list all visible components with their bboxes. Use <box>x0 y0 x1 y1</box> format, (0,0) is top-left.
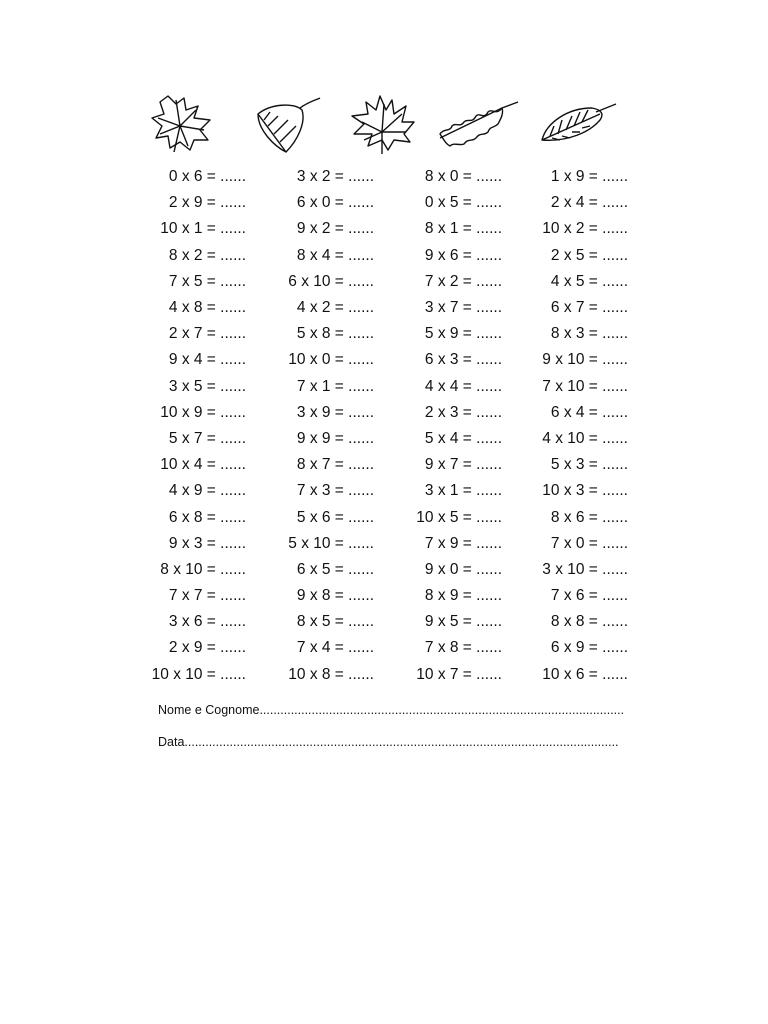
exercise-row <box>256 216 374 242</box>
exercise-row <box>384 531 502 557</box>
exercise-text: 9 x 8 = ...... <box>296 587 374 605</box>
exercise-row <box>510 583 628 609</box>
exercise-row <box>384 190 502 216</box>
date-label: Data............................................................................................................................. <box>158 735 619 749</box>
exercise-text: 1 x 9 = ...... <box>550 168 628 186</box>
exercise-row <box>256 295 374 321</box>
exercise-text: 6 x 0 = ...... <box>296 194 374 212</box>
exercise-row <box>510 190 628 216</box>
exercise-text: 6 x 3 = ...... <box>424 351 502 369</box>
exercise-text: 3 x 9 = ...... <box>296 403 374 421</box>
exercise-text: 8 x 2 = ...... <box>168 246 246 264</box>
exercise-row <box>510 374 628 400</box>
exercise-text: 6 x 8 = ...... <box>168 508 246 526</box>
exercise-row <box>510 347 628 373</box>
exercise-text: 7 x 8 = ...... <box>424 639 502 657</box>
exercise-text: 3 x 5 = ...... <box>168 377 246 395</box>
exercise-row <box>510 295 628 321</box>
fig-leaf-icon <box>146 90 232 156</box>
exercise-text: 4 x 2 = ...... <box>296 299 374 317</box>
exercise-text: 0 x 6 = ...... <box>168 168 246 186</box>
exercise-row <box>384 164 502 190</box>
exercise-text: 10 x 9 = ...... <box>160 403 246 421</box>
exercise-row <box>384 609 502 635</box>
exercise-row <box>384 557 502 583</box>
exercise-row <box>256 662 374 688</box>
exercise-row <box>384 635 502 661</box>
exercise-text: 10 x 0 = ...... <box>288 351 374 369</box>
exercise-text: 7 x 1 = ...... <box>296 377 374 395</box>
exercise-row <box>256 531 374 557</box>
exercise-row <box>256 164 374 190</box>
exercise-row <box>256 504 374 530</box>
exercise-row <box>128 662 246 688</box>
exercise-row <box>256 557 374 583</box>
exercise-row <box>510 216 628 242</box>
exercise-column-1 <box>128 164 246 688</box>
exercise-row <box>128 635 246 661</box>
exercise-text: 4 x 8 = ...... <box>168 299 246 317</box>
exercise-row <box>256 321 374 347</box>
exercise-text: 9 x 4 = ...... <box>168 351 246 369</box>
exercise-row <box>256 243 374 269</box>
exercise-row <box>510 452 628 478</box>
exercise-row <box>384 504 502 530</box>
exercise-row <box>384 243 502 269</box>
exercise-text: 8 x 5 = ...... <box>296 613 374 631</box>
exercise-column-4 <box>510 164 628 688</box>
exercise-text: 2 x 5 = ...... <box>550 246 628 264</box>
exercise-text: 8 x 7 = ...... <box>296 456 374 474</box>
exercise-text: 10 x 6 = ...... <box>542 665 628 683</box>
exercise-row <box>256 635 374 661</box>
exercise-row <box>256 190 374 216</box>
exercise-row <box>510 269 628 295</box>
exercise-text: 4 x 5 = ...... <box>550 272 628 290</box>
exercise-text: 7 x 2 = ...... <box>424 272 502 290</box>
exercise-text: 10 x 3 = ...... <box>542 482 628 500</box>
beech-leaf-icon <box>536 96 622 162</box>
exercise-row <box>384 295 502 321</box>
exercise-text: 4 x 10 = ...... <box>542 429 628 447</box>
oak-leaf-icon <box>436 98 522 164</box>
exercise-text: 2 x 7 = ...... <box>168 325 246 343</box>
exercise-row <box>384 426 502 452</box>
exercise-row <box>128 504 246 530</box>
exercise-row <box>128 216 246 242</box>
exercise-text: 8 x 10 = ...... <box>160 560 246 578</box>
exercise-row <box>510 635 628 661</box>
exercise-text: 9 x 7 = ...... <box>424 456 502 474</box>
exercise-text: 7 x 3 = ...... <box>296 482 374 500</box>
exercise-row <box>384 478 502 504</box>
exercise-row <box>510 243 628 269</box>
exercise-row <box>510 478 628 504</box>
exercise-text: 6 x 5 = ...... <box>296 560 374 578</box>
exercise-text: 8 x 6 = ...... <box>550 508 628 526</box>
maple-leaf-icon <box>344 92 430 158</box>
exercise-text: 7 x 7 = ...... <box>168 587 246 605</box>
exercise-row <box>510 557 628 583</box>
exercise-text: 5 x 9 = ...... <box>424 325 502 343</box>
exercise-text: 10 x 5 = ...... <box>416 508 502 526</box>
exercise-text: 7 x 4 = ...... <box>296 639 374 657</box>
exercise-row <box>256 583 374 609</box>
exercise-text: 3 x 1 = ...... <box>424 482 502 500</box>
exercise-row <box>128 190 246 216</box>
exercise-row <box>384 216 502 242</box>
exercise-row <box>384 452 502 478</box>
exercise-text: 6 x 7 = ...... <box>550 299 628 317</box>
exercise-text: 3 x 10 = ...... <box>542 560 628 578</box>
exercise-text: 5 x 3 = ...... <box>550 456 628 474</box>
exercise-row <box>128 478 246 504</box>
exercise-column-3 <box>384 164 502 688</box>
exercise-text: 5 x 8 = ...... <box>296 325 374 343</box>
exercise-text: 5 x 7 = ...... <box>168 429 246 447</box>
exercise-row <box>128 164 246 190</box>
exercise-row <box>256 400 374 426</box>
exercise-row <box>510 400 628 426</box>
exercise-row <box>256 478 374 504</box>
exercise-row <box>128 347 246 373</box>
exercise-text: 10 x 2 = ...... <box>542 220 628 238</box>
date-field[interactable] <box>158 735 630 749</box>
exercise-text: 8 x 8 = ...... <box>550 613 628 631</box>
exercise-row <box>256 374 374 400</box>
exercise-row <box>128 531 246 557</box>
exercise-text: 9 x 10 = ...... <box>542 351 628 369</box>
exercise-row <box>128 269 246 295</box>
exercise-text: 7 x 0 = ...... <box>550 534 628 552</box>
exercise-text: 8 x 3 = ...... <box>550 325 628 343</box>
exercise-row <box>384 583 502 609</box>
exercise-text: 8 x 4 = ...... <box>296 246 374 264</box>
exercise-text: 6 x 10 = ...... <box>288 272 374 290</box>
exercise-row <box>510 504 628 530</box>
exercise-text: 9 x 2 = ...... <box>296 220 374 238</box>
exercise-row <box>128 609 246 635</box>
exercise-text: 10 x 1 = ...... <box>160 220 246 238</box>
exercise-text: 9 x 6 = ...... <box>424 246 502 264</box>
exercise-row <box>128 321 246 347</box>
exercise-text: 9 x 3 = ...... <box>168 534 246 552</box>
exercise-text: 10 x 8 = ...... <box>288 665 374 683</box>
exercise-row <box>128 374 246 400</box>
exercise-text: 9 x 9 = ...... <box>296 429 374 447</box>
exercise-text: 10 x 4 = ...... <box>160 456 246 474</box>
exercise-row <box>128 295 246 321</box>
exercise-text: 9 x 5 = ...... <box>424 613 502 631</box>
exercise-row <box>384 347 502 373</box>
exercise-text: 10 x 10 = ...... <box>151 665 246 683</box>
exercise-row <box>510 426 628 452</box>
exercise-row <box>384 400 502 426</box>
exercise-row <box>128 557 246 583</box>
exercise-row <box>384 374 502 400</box>
exercise-text: 5 x 10 = ...... <box>288 534 374 552</box>
exercise-row <box>384 321 502 347</box>
name-surname-label: Nome e Cognome......................................................................................................... <box>158 703 625 717</box>
exercise-text: 3 x 2 = ...... <box>296 168 374 186</box>
exercise-row <box>510 164 628 190</box>
exercise-text: 6 x 9 = ...... <box>550 639 628 657</box>
exercise-text: 8 x 9 = ...... <box>424 587 502 605</box>
exercise-row <box>128 400 246 426</box>
exercise-row <box>384 269 502 295</box>
exercise-text: 3 x 6 = ...... <box>168 613 246 631</box>
exercise-text: 4 x 9 = ...... <box>168 482 246 500</box>
exercise-text: 5 x 4 = ...... <box>424 429 502 447</box>
exercise-text: 0 x 5 = ...... <box>424 194 502 212</box>
exercise-row <box>510 321 628 347</box>
exercise-row <box>128 243 246 269</box>
birch-leaf-icon <box>250 96 336 162</box>
exercise-text: 3 x 7 = ...... <box>424 299 502 317</box>
exercise-text: 8 x 0 = ...... <box>424 168 502 186</box>
exercise-text: 10 x 7 = ...... <box>416 665 502 683</box>
exercise-text: 7 x 10 = ...... <box>542 377 628 395</box>
exercise-text: 9 x 0 = ...... <box>424 560 502 578</box>
exercise-text: 2 x 3 = ...... <box>424 403 502 421</box>
exercise-text: 2 x 9 = ...... <box>168 639 246 657</box>
exercise-row <box>384 662 502 688</box>
exercise-row <box>128 583 246 609</box>
exercise-row <box>256 426 374 452</box>
exercise-text: 2 x 9 = ...... <box>168 194 246 212</box>
exercise-text: 7 x 9 = ...... <box>424 534 502 552</box>
name-surname-field[interactable] <box>158 703 630 717</box>
exercise-row <box>128 426 246 452</box>
exercise-text: 4 x 4 = ...... <box>424 377 502 395</box>
exercise-row <box>510 609 628 635</box>
exercise-text: 5 x 6 = ...... <box>296 508 374 526</box>
exercise-text: 6 x 4 = ...... <box>550 403 628 421</box>
exercise-row <box>256 609 374 635</box>
exercise-row <box>256 347 374 373</box>
exercise-column-2 <box>256 164 374 688</box>
exercise-text: 8 x 1 = ...... <box>424 220 502 238</box>
exercise-row <box>510 662 628 688</box>
exercise-text: 7 x 6 = ...... <box>550 587 628 605</box>
exercise-row <box>510 531 628 557</box>
exercise-row <box>256 269 374 295</box>
exercise-row <box>128 452 246 478</box>
exercise-text: 2 x 4 = ...... <box>550 194 628 212</box>
exercise-text: 7 x 5 = ...... <box>168 272 246 290</box>
exercise-row <box>256 452 374 478</box>
